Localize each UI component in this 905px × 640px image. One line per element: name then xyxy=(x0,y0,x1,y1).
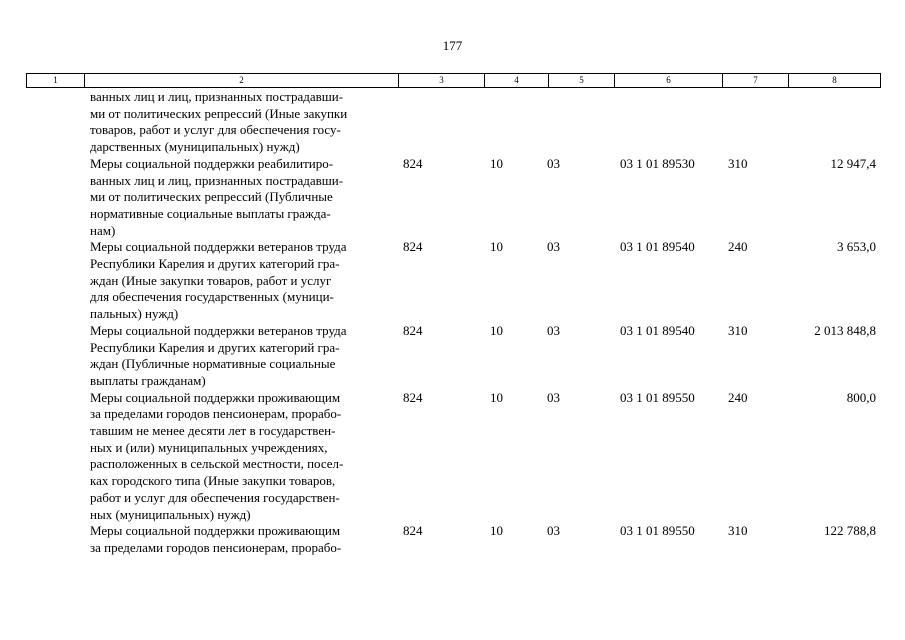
row-cell-c7: 240 xyxy=(728,239,748,255)
row-name-line: ных и (или) муниципальных учреждениях, xyxy=(90,439,328,455)
row-name-line: Меры социальной поддержки проживающим xyxy=(90,389,341,405)
row-name-line: ных (муниципальных) нужд) xyxy=(90,506,251,522)
row-name-cell xyxy=(90,89,395,156)
row-name-line: за пределами городов пенсионерам, прорабо- xyxy=(90,406,342,422)
header-cell-7: 7 xyxy=(723,74,789,87)
row-cell-c3: 824 xyxy=(403,239,423,255)
row-cell-c7: 310 xyxy=(728,322,748,338)
row-cell-c8: 12 947,4 xyxy=(830,155,876,171)
row-cell-c6: 03 1 01 89550 xyxy=(620,389,695,405)
row-name-line: пальных) нужд) xyxy=(90,306,179,322)
header-cell-3: 3 xyxy=(399,74,485,87)
row-cell-c6: 03 1 01 89540 xyxy=(620,322,695,338)
row-name-line: тавшим не менее десяти лет в государствен- xyxy=(90,423,336,438)
row-cell-c8: 122 788,8 xyxy=(824,523,876,539)
row-cell-c3: 824 xyxy=(403,523,423,539)
row-cell-c4: 10 xyxy=(490,239,503,255)
row-cell-c7: 240 xyxy=(728,389,748,405)
row-name-cell xyxy=(90,323,395,390)
row-name-line: выплаты гражданам) xyxy=(90,372,206,388)
row-cell-c5: 03 xyxy=(547,523,560,539)
row-name-line: Меры социальной поддержки проживающим xyxy=(90,523,341,539)
row-name-line: работ и услуг для обеспечения государствен- xyxy=(90,489,340,505)
table-header-row xyxy=(26,73,881,88)
header-cell-1: 1 xyxy=(27,74,85,87)
row-name-line: для обеспечения государственных (муници- xyxy=(90,289,334,305)
row-name-line: ждан (Публичные нормативные социальные xyxy=(90,356,336,372)
row-cell-c6: 03 1 01 89530 xyxy=(620,155,695,171)
row-name-line: ках городского типа (Иные закупки товаров, xyxy=(90,473,336,489)
row-cell-c6: 03 1 01 89540 xyxy=(620,239,695,255)
row-name-cell xyxy=(90,390,395,524)
row-name-line: за пределами городов пенсионерам, прорабо- xyxy=(90,539,342,555)
row-name-line: Меры социальной поддержки реабилитиро- xyxy=(90,155,334,171)
row-name-line: ванных лиц и лиц, признанных пострадавши- xyxy=(90,89,344,104)
page-number: 177 xyxy=(442,38,463,53)
row-cell-c5: 03 xyxy=(547,239,560,255)
header-cell-8: 8 xyxy=(832,75,837,85)
row-name-line: расположенных в сельской местности, посел- xyxy=(90,456,344,472)
row-cell-c5: 03 xyxy=(547,389,560,405)
header-cell-4: 4 xyxy=(485,74,549,87)
row-cell-c8: 800,0 xyxy=(846,389,876,405)
row-cell-c4: 10 xyxy=(490,322,503,338)
header-cell-5: 5 xyxy=(549,74,615,87)
row-cell-c3: 824 xyxy=(403,322,423,338)
header-cell-6: 6 xyxy=(615,74,723,87)
row-name-line: товаров, работ и услуг для обеспечения госу- xyxy=(90,122,341,138)
row-name-cell xyxy=(90,156,395,240)
row-name-line: нам) xyxy=(90,222,116,238)
header-cell-2: 2 xyxy=(85,74,399,87)
row-cell-c4: 10 xyxy=(490,523,503,539)
row-cell-c7: 310 xyxy=(728,155,748,171)
row-name-line: ждан (Иные закупки товаров, работ и услуг xyxy=(90,272,332,288)
row-name-line: ванных лиц и лиц, признанных пострадавши- xyxy=(90,172,344,188)
row-cell-c7: 310 xyxy=(728,523,748,539)
row-name-line: нормативные социальные выплаты гражда- xyxy=(90,205,331,221)
row-name-cell xyxy=(90,523,395,556)
row-cell-c6: 03 1 01 89550 xyxy=(620,523,695,539)
row-cell-c3: 824 xyxy=(403,389,423,405)
row-name-line: Республики Карелия и других категорий гра- xyxy=(90,339,340,355)
row-cell-c5: 03 xyxy=(547,155,560,171)
row-name-line: ми от политических репрессий (Публичные xyxy=(90,189,333,205)
row-cell-c8: 3 653,0 xyxy=(837,239,876,255)
row-name-line: дарственных (муниципальных) нужд) xyxy=(90,139,300,155)
row-name-line: Республики Карелия и других категорий гра- xyxy=(90,256,340,271)
row-name-line: ми от политических репрессий (Иные закупки xyxy=(90,105,348,121)
row-cell-c3: 824 xyxy=(403,155,423,171)
row-name-cell xyxy=(90,239,395,323)
row-cell-c5: 03 xyxy=(547,322,560,338)
row-cell-c4: 10 xyxy=(490,389,503,405)
row-cell-c8: 2 013 848,8 xyxy=(814,322,876,338)
row-name-line: Меры социальной поддержки ветеранов труда xyxy=(90,322,347,338)
row-cell-c4: 10 xyxy=(490,155,503,171)
row-name-line: Меры социальной поддержки ветеранов труда xyxy=(90,239,347,255)
